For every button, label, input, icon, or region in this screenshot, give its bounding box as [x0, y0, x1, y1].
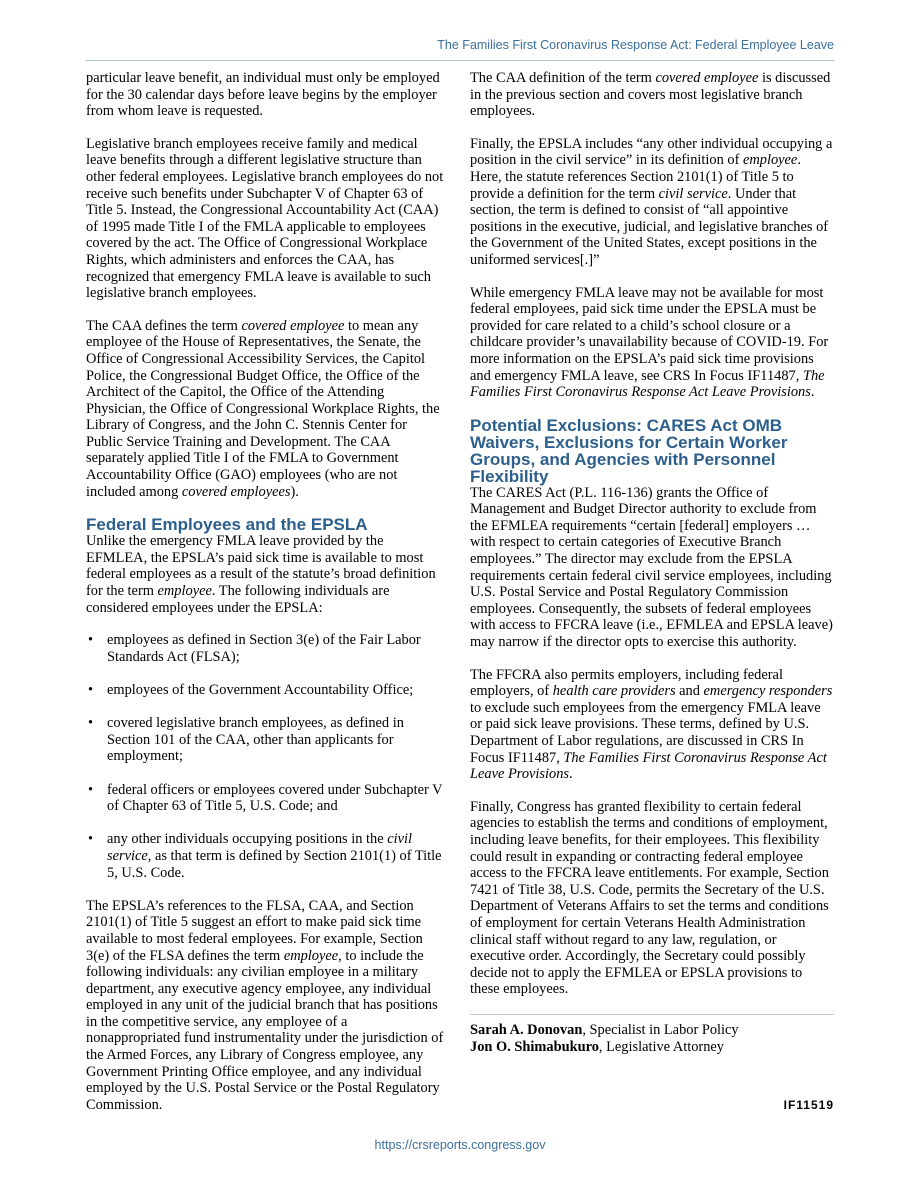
- list-item: • covered legislative branch employees, as defined in Section 101 of the CAA, other than applicants for employment;: [88, 715, 404, 765]
- bullet-icon: •: [88, 715, 94, 732]
- paragraph: The CARES Act (P.L. 116-136) grants the Office of Management and Budget Director authority to exclude from the EFMLEA requirements “certain [federal] employers … with respect to certain categories of Executive Branch employees.” The director may exclude from the EPSLA requirements certain federal civil service employees, including U.S. Postal Service and Postal Regulatory Commission employees. Consequently, the subsets of federal employees with access to FFCRA leave (i.e., EFMLEA and EPSLA leave) may narrow if the director opts to exercise this authority.: [470, 484, 833, 651]
- author-line: Jon O. Shimabukuro, Legislative Attorney: [470, 1038, 724, 1055]
- paragraph: Finally, Congress has granted flexibility to certain federal agencies to establish the terms and conditions of employment, including leave benefits, for their employees. This flexibility could result in expanding or contracting federal employee access to the FFCRA leave entitlements. For example, Section 7421 of Title 38, U.S. Code, permits the Secretary of the U.S. Department of Veterans Affairs to set the terms and conditions of employment for certain Veterans Health Administration clinical staff without regard to any law, regulation, or executive order. Accordingly, the Secretary could possibly decide not to apply the EFMLEA or EPSLA provisions to these employees.: [470, 798, 829, 998]
- bullet-icon: •: [88, 682, 94, 698]
- paragraph: The EPSLA’s references to the FLSA, CAA, and Section 2101(1) of Title 5 suggest an effort to make paid sick time available to most federal employees. For example, Section 3(e) of the FLSA defines the term employee, to include the following individuals: any civilian employee in a military department, any executive agency employee, any individual employed in any unit of the judicial branch that has positions in the competitive service, any employee of a nonappropriated fund instrumentality under the jurisdiction of the Armed Forces, any Library of Congress employee, any Government Printing Office employee, and any individual employed by the U.S. Postal Service or the Postal Regulatory Commission.: [86, 897, 444, 1113]
- paragraph: The CAA definition of the term covered employee is discussed in the previous section and covers most legislative branch employees.: [470, 70, 831, 120]
- author-line: Sarah A. Donovan, Specialist in Labor Policy: [470, 1021, 739, 1038]
- running-header: [86, 32, 834, 61]
- footer-link[interactable]: https://crsreports.congress.gov: [374, 1138, 546, 1152]
- list-item: • federal officers or employees covered under Subchapter V of Chapter 63 of Title 5, U.S. Code; and: [88, 781, 443, 815]
- paragraph: particular leave benefit, an individual must only be employed for the 30 calendar days before leave begins by the employer from whom leave is requested.: [86, 70, 440, 120]
- section-heading-potential-exclusions: Potential Exclusions: CARES Act OMB Waivers, Exclusions for Certain Worker Groups, and Agencies with Personnel Flexibility: [470, 415, 788, 486]
- list-item: • employees as defined in Section 3(e) of the Fair Labor Standards Act (FLSA);: [88, 632, 421, 665]
- list-item: • employees of the Government Accountability Office;: [88, 682, 414, 698]
- authors-divider: [470, 1014, 834, 1015]
- bullet-icon: •: [88, 781, 94, 798]
- bullet-icon: •: [88, 632, 94, 649]
- employee-definition-list: [86, 632, 445, 881]
- paragraph: The FFCRA also permits employers, including federal employers, of health care providers and emergency responders to exclude such employees from the emergency FMLA leave or paid sick leave provisions. These terms, defined by U.S. Department of Labor regulations, are discussed in CRS In Focus IF11487, The Families First Coronavirus Response Act Leave Provisions.: [470, 666, 833, 783]
- paragraph: Finally, the EPSLA includes “any other individual occupying a position in the civil service” in its definition of employee. Here, the statute references Section 2101(1) of Title 5 to provide a definition for the term civil service. Under that section, the term is defined to consist of “all appointive positions in the executive, judicial, and legislative branches of the Government of the United States, except positions in the uniformed services[.]”: [470, 135, 833, 268]
- left-column: [86, 70, 445, 1129]
- paragraph: While emergency FMLA leave may not be available for most federal employees, paid sick time under the EPSLA must be provided for care related to a child’s school closure or a childcare provider’s unavailability because of COVID-19. For more information on the EPSLA’s paid sick time provisions and emergency FMLA leave, see CRS In Focus IF11487, The Families First Coronavirus Response Act Leave Provisions.: [470, 284, 829, 401]
- paragraph: The CAA defines the term covered employee to mean any employee of the House of Representatives, the Senate, the Office of Congressional Accessibility Services, the Capitol Police, the Congressional Budget Office, the Office of the Architect of the Capitol, the Office of the Attending Physician, the Office of Congressional Workplace Rights, the Library of Congress, and the John C. Stennis Center for Public Service Training and Development. The CAA separately applied Title I of the FMLA to Government Accountability Office (GAO) employees (who are not included among covered employees).: [86, 317, 440, 500]
- paragraph: Legislative branch employees receive family and medical leave benefits through a different legislative structure than other federal employees. Legislative branch employees do not receive such benefits under Subchapter V of Chapter 63 of Title 5. Instead, the Congressional Accountability Act (CAA) of 1995 made Title I of the FMLA applicable to employees covered by the act. The Office of Congressional Workplace Rights, which administers and enforces the CAA, has recognized that emergency FMLA leave is available to such legislative branch employees.: [86, 135, 444, 302]
- paragraph: Unlike the emergency FMLA leave provided by the EFMLEA, the EPSLA’s paid sick time is available to most federal employees as a result of the statute’s broad definition for the term employee. The following individuals are considered employees under the EPSLA:: [86, 533, 436, 616]
- running-header-title: The Families First Coronavirus Response Act: Federal Employee Leave: [437, 38, 834, 52]
- section-heading-federal-employees: Federal Employees and the EPSLA: [86, 515, 368, 535]
- right-column: [470, 70, 834, 1055]
- report-id: IF11519: [783, 1098, 834, 1112]
- bullet-icon: •: [88, 831, 94, 848]
- list-item: • any other individuals occupying positions in the civil service, as that term is defined by Section 2101(1) of Title 5, U.S. Code.: [88, 831, 442, 881]
